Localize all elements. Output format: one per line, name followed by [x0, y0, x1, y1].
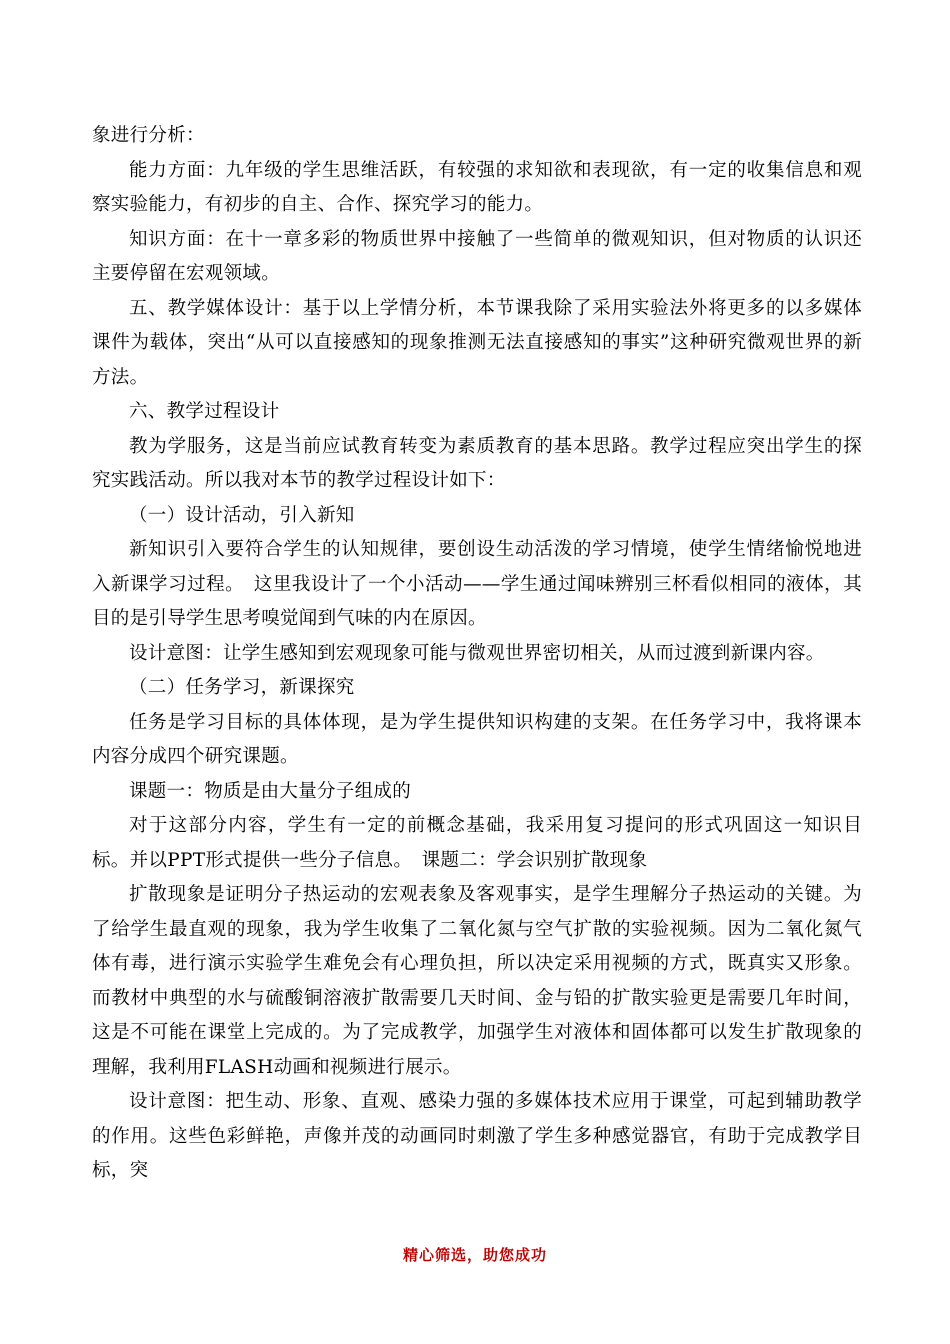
section-heading: 六、教学过程设计	[129, 401, 280, 422]
subsection-heading: （二）任务学习，新课探究	[129, 677, 355, 698]
paragraph: 新知识引入要符合学生的认知规律，要创设生动活泼的学习情境，使学生情绪愉悦地进入新课学习过程。 这里我设计了一个小活动——学生通过闻味辨别三杯看似相同的液体，其目的是引导学生思考嗅觉闻到气味的内在原因。	[92, 539, 862, 629]
topic-heading: 课题一：物质是由大量分子组成的	[129, 780, 412, 802]
paragraph: 能力方面：九年级的学生思维活跃，有较强的求知欲和表现欲，有一定的收集信息和观察实验能力，有初步的自主、合作、探究学习的能力。	[92, 159, 862, 215]
document-body	[92, 119, 862, 1189]
paragraph: 任务是学习目标的具体体现，是为学生提供知识构建的支架。在任务学习中，我将课本内容分成四个研究课题。	[92, 711, 862, 767]
paragraph: 设计意图：让学生感知到宏观现象可能与微观世界密切相关，从而过渡到新课内容。	[129, 642, 825, 664]
paragraph: 设计意图：把生动、形象、直观、感染力强的多媒体技术应用于课堂，可起到辅助教学的作用。这些色彩鲜艳，声像并茂的动画同时刺激了学生多种感觉器官，有助于完成教学目标，突	[92, 1091, 862, 1181]
subsection-heading: （一）设计活动，引入新知	[129, 504, 355, 526]
paragraph: 五、教学媒体设计：基于以上学情分析，本节课我除了采用实验法外将更多的以多媒体课件为载体，突出“从可以直接感知的现象推测无法直接感知的事实”这种研究微观世界的新方法。	[92, 297, 862, 388]
paragraph: 知识方面：在十一章多彩的物质世界中接触了一些简单的微观知识，但对物质的认识还主要停留在宏观领域。	[92, 228, 862, 284]
paragraph: 对于这部分内容，学生有一定的前概念基础，我采用复习提问的形式巩固这一知识目标。并以PPT形式提供一些分子信息。 课题二：学会识别扩散现象	[92, 815, 862, 871]
paragraph: 象进行分析：	[92, 125, 205, 146]
paragraph: 扩散现象是证明分子热运动的宏观表象及客观事实，是学生理解分子热运动的关键。为了给学生最直观的现象，我为学生收集了二氧化氮与空气扩散的实验视频。因为二氧化氮气体有毒，进行演示实验学生难免会有心理负担，所以决定采用视频的方式，既真实又形象。而教材中典型的水与硫酸铜溶液扩散需要几天时间、金与铅的扩散实验更是需要几年时间，这是不可能在课堂上完成的。为了完成教学，加强学生对液体和固体都可以发生扩散现象的理解，我利用FLASH动画和视频进行展示。	[92, 884, 862, 1078]
page-footer: 精心筛选，助您成功	[402, 1246, 547, 1264]
paragraph: 教为学服务，这是当前应试教育转变为素质教育的基本思路。教学过程应突出学生的探究实践活动。所以我对本节的教学过程设计如下：	[92, 435, 862, 491]
